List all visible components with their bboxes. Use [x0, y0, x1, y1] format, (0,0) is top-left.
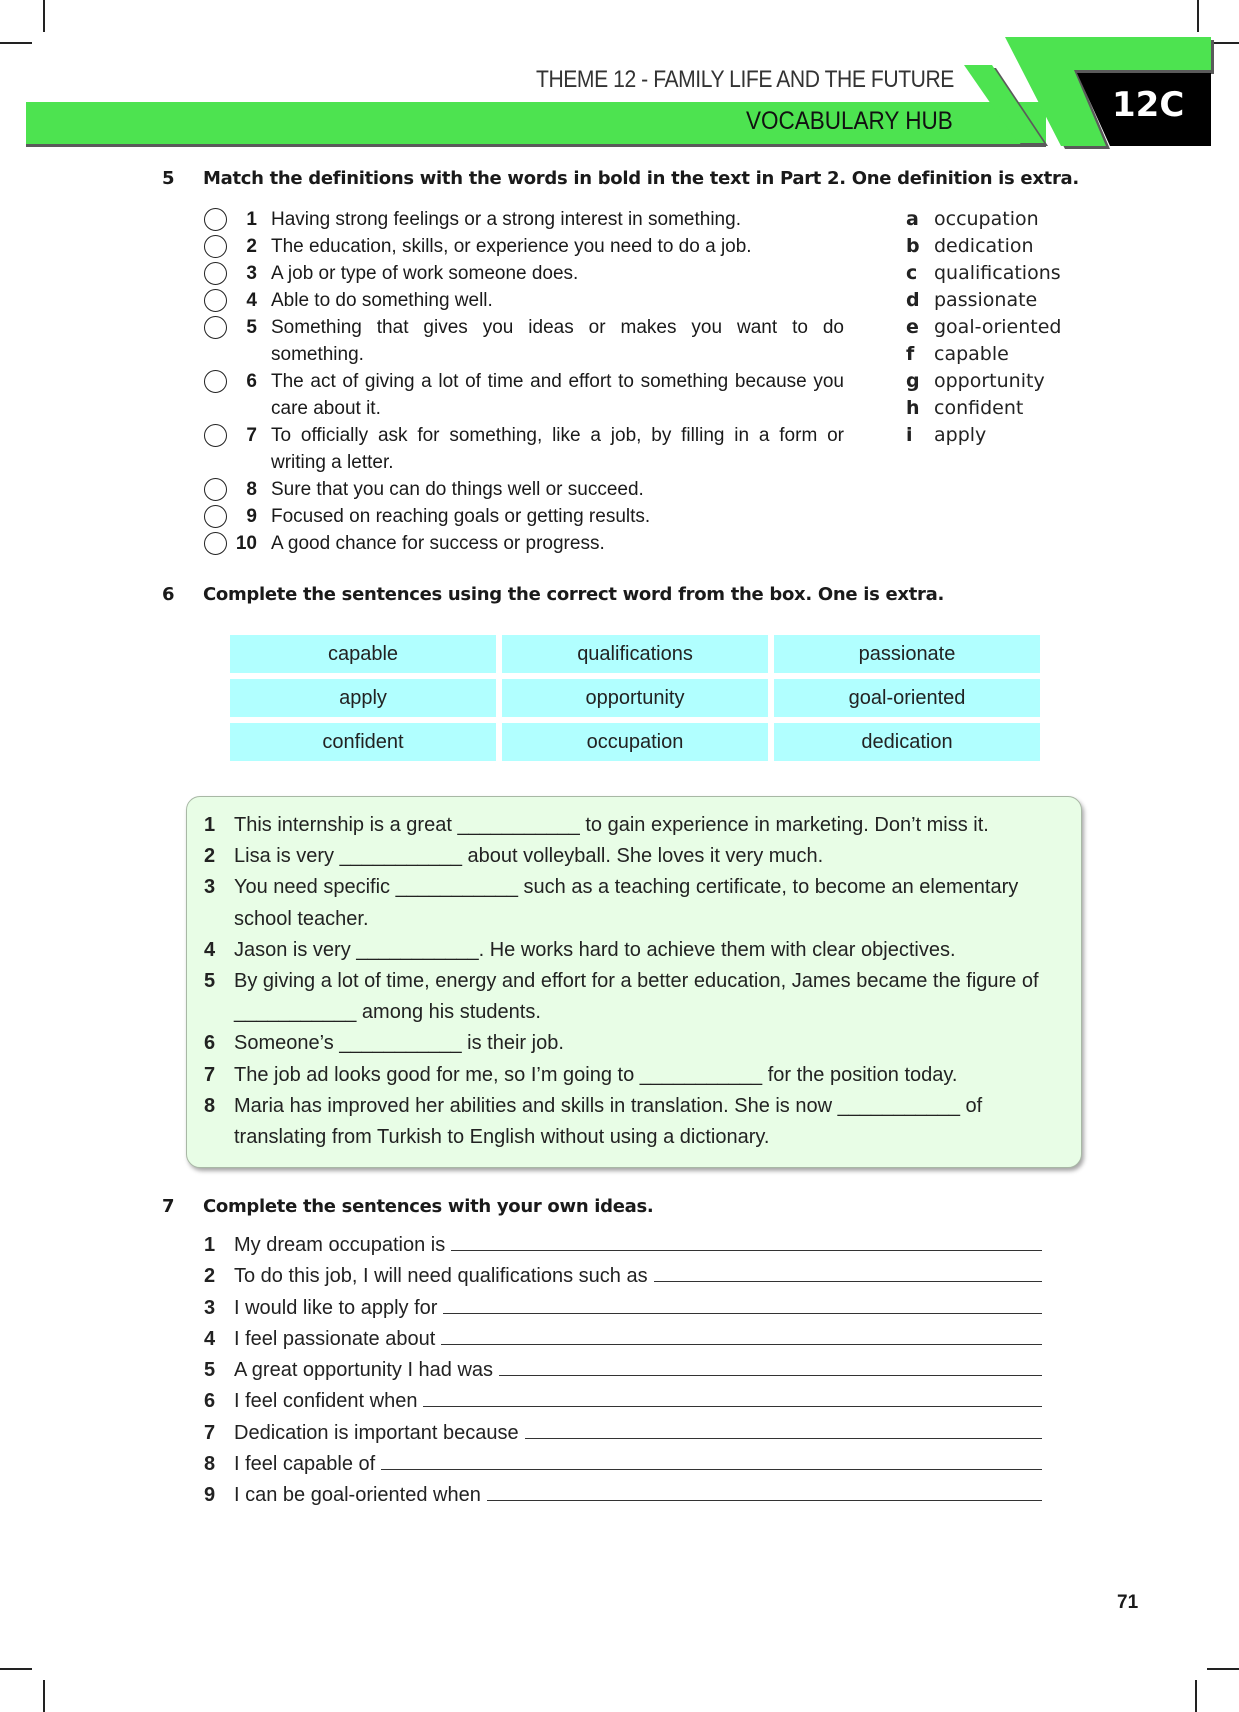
definition-item	[204, 287, 844, 314]
sentence-text: Someone’s ___________ is their job.	[234, 1032, 564, 1055]
word-box-cell: occupation	[502, 723, 768, 761]
definition-item	[204, 368, 844, 422]
word-box-cell: confident	[230, 723, 496, 761]
sentence-number: 8	[204, 1094, 216, 1117]
prompt-text: I feel passionate about	[234, 1327, 436, 1350]
unit-code-badge: 12C	[1112, 85, 1185, 125]
sentence-item	[204, 966, 1064, 1028]
definition-number: 4	[246, 290, 257, 311]
sentence-item	[204, 841, 1064, 872]
prompt-item	[204, 1418, 1042, 1449]
prompt-item	[204, 1230, 1042, 1261]
theme-title: THEME 12 - FAMILY LIFE AND THE FUTURE	[536, 66, 954, 93]
definition-number: 6	[246, 371, 257, 392]
definition-number: 5	[246, 317, 257, 338]
word-text: capable	[934, 343, 1009, 365]
answer-line[interactable]	[499, 1357, 1042, 1376]
exercise-7-instruction: Complete the sentences with your own ideas.	[203, 1196, 654, 1217]
word-text: confident	[934, 397, 1024, 419]
word-text: qualifications	[934, 262, 1061, 284]
sentence-item	[204, 810, 1064, 841]
prompt-number: 2	[204, 1265, 216, 1288]
word-item	[906, 287, 1061, 314]
word-box	[230, 635, 1040, 761]
word-list	[906, 206, 1061, 449]
sentence-number: 7	[204, 1063, 216, 1086]
definition-number: 10	[235, 533, 257, 554]
answer-radio[interactable]	[204, 505, 227, 528]
word-text: goal-oriented	[934, 316, 1062, 338]
word-box-cell: passionate	[774, 635, 1040, 673]
definition-text: Focused on reaching goals or getting results.	[271, 506, 651, 527]
prompt-number: 6	[204, 1390, 216, 1413]
prompt-text: A great opportunity I had was	[234, 1359, 494, 1382]
definition-item	[204, 530, 844, 557]
answer-radio[interactable]	[204, 424, 227, 447]
sentence-item	[204, 1028, 1064, 1059]
definition-item	[204, 422, 844, 476]
definition-text: A job or type of work someone does.	[271, 263, 579, 284]
word-box-cell: goal-oriented	[774, 679, 1040, 717]
sentence-item	[204, 935, 1064, 966]
definition-number: 1	[246, 209, 257, 230]
definition-text: Having strong feelings or a strong interest in something.	[271, 209, 741, 230]
sentence-text: Lisa is very ___________ about volleyball. She loves it very much.	[234, 845, 824, 868]
word-text: apply	[934, 424, 987, 446]
prompt-number: 3	[204, 1296, 216, 1319]
sentence-text: Maria has improved her abilities and skills in translation. She is now ___________ of translating from Turkish to English without using a dictionary.	[234, 1094, 983, 1149]
sentence-text: Jason is very ___________. He works hard to achieve them with clear objectives.	[234, 938, 956, 961]
prompt-text: I feel confident when	[234, 1390, 418, 1413]
answer-radio[interactable]	[204, 235, 227, 258]
definition-item	[204, 206, 844, 233]
crop-mark	[0, 1668, 32, 1670]
word-box-cell: apply	[230, 679, 496, 717]
answer-radio[interactable]	[204, 208, 227, 231]
sentence-text: By giving a lot of time, energy and effort for a better education, James became the figure of ___________ among his students.	[234, 970, 1039, 1024]
crop-mark	[1195, 1680, 1197, 1712]
prompt-number: 1	[204, 1234, 216, 1256]
crop-mark	[1197, 0, 1199, 32]
sentence-item	[204, 1060, 1064, 1091]
sentence-item	[204, 872, 1064, 934]
sentence-number: 2	[204, 845, 216, 868]
exercise-6-instruction: Complete the sentences using the correct word from the box. One is extra.	[203, 584, 944, 605]
exercise-5-instruction: Match the definitions with the words in bold in the text in Part 2. One definition is extra.	[203, 168, 1079, 189]
prompt-item	[204, 1261, 1042, 1292]
word-item	[906, 341, 1061, 368]
crop-mark	[0, 42, 32, 44]
crop-mark	[43, 0, 45, 32]
word-letter: b	[906, 235, 920, 257]
word-box-cell: opportunity	[502, 679, 768, 717]
definition-item	[204, 314, 844, 368]
definition-list	[204, 206, 844, 557]
answer-line[interactable]	[381, 1451, 1042, 1470]
prompt-item	[204, 1480, 1042, 1511]
prompt-text: I would like to apply for	[234, 1296, 438, 1319]
page-number: 71	[1117, 1592, 1139, 1613]
word-letter: g	[906, 370, 920, 392]
prompt-text: To do this job, I will need qualifications such as	[234, 1265, 648, 1288]
definition-text: A good chance for success or progress.	[271, 533, 605, 554]
prompt-item	[204, 1386, 1042, 1417]
answer-radio[interactable]	[204, 478, 227, 501]
word-item	[906, 260, 1061, 287]
crop-mark	[1207, 1668, 1239, 1670]
prompt-item	[204, 1449, 1042, 1480]
definition-number: 7	[246, 425, 257, 446]
word-text: passionate	[934, 289, 1038, 311]
crop-mark	[43, 1680, 45, 1712]
answer-line[interactable]	[654, 1263, 1042, 1282]
word-letter: c	[906, 262, 918, 284]
word-box-cell: capable	[230, 635, 496, 673]
answer-radio[interactable]	[204, 316, 227, 339]
sentence-number: 3	[204, 876, 216, 899]
prompt-text: I can be goal-oriented when	[234, 1484, 481, 1507]
prompt-list	[204, 1230, 1042, 1512]
word-item	[906, 368, 1061, 395]
definition-item	[204, 233, 844, 260]
answer-line[interactable]	[487, 1482, 1042, 1501]
definition-item	[204, 503, 844, 530]
answer-line[interactable]	[451, 1232, 1042, 1251]
sentence-text: The job ad looks good for me, so I’m going to ___________ for the position today.	[234, 1063, 958, 1086]
answer-radio[interactable]	[204, 370, 227, 393]
prompt-item	[204, 1355, 1042, 1386]
prompt-number: 8	[204, 1453, 216, 1476]
answer-radio[interactable]	[204, 262, 227, 285]
word-letter: f	[906, 343, 915, 365]
definition-text: Sure that you can do things well or succeed.	[271, 479, 644, 500]
definition-text: The education, skills, or experience you need to do a job.	[271, 236, 752, 257]
exercise-6-number: 6	[162, 584, 175, 605]
prompt-text: Dedication is important because	[234, 1421, 519, 1444]
definition-item	[204, 476, 844, 503]
word-letter: a	[906, 208, 919, 230]
sentence-number: 1	[204, 814, 216, 836]
sentence-text: You need specific ___________ such as a teaching certificate, to become an elementary school teacher.	[234, 876, 1019, 930]
sentence-item	[204, 1091, 1064, 1153]
word-box-cell: dedication	[774, 723, 1040, 761]
exercise-5-number: 5	[162, 168, 175, 189]
word-letter: e	[906, 316, 919, 338]
definition-number: 3	[246, 263, 257, 284]
word-text: occupation	[934, 208, 1039, 230]
word-text: dedication	[934, 235, 1034, 257]
exercise-7-number: 7	[162, 1196, 175, 1217]
word-letter: i	[906, 424, 913, 446]
prompt-number: 4	[204, 1327, 216, 1350]
prompt-number: 9	[204, 1484, 216, 1507]
sentence-list	[204, 810, 1064, 1153]
word-letter: h	[906, 397, 920, 419]
definition-text: To officially ask for something, like a job, by filling in a form or writing a letter.	[271, 425, 844, 473]
word-item	[906, 395, 1061, 422]
answer-line[interactable]	[443, 1295, 1042, 1314]
definition-text: The act of giving a lot of time and effort to something because you care about it.	[271, 371, 844, 419]
sentence-text: This internship is a great ___________ to gain experience in marketing. Don’t miss it.	[234, 814, 989, 836]
definition-item	[204, 260, 844, 287]
definition-text: Able to do something well.	[271, 290, 493, 311]
answer-line[interactable]	[423, 1388, 1042, 1407]
answer-line[interactable]	[525, 1420, 1042, 1439]
word-text: opportunity	[934, 370, 1045, 392]
prompt-text: My dream occupation is	[234, 1234, 446, 1256]
word-item	[906, 233, 1061, 260]
definition-number: 8	[246, 479, 257, 500]
prompt-text: I feel capable of	[234, 1453, 376, 1476]
prompt-item	[204, 1324, 1042, 1355]
sentence-number: 4	[204, 938, 216, 961]
section-title: VOCABULARY HUB	[746, 107, 953, 135]
sentence-number: 5	[204, 970, 216, 993]
answer-radio[interactable]	[204, 289, 227, 312]
sentence-number: 6	[204, 1032, 216, 1055]
definition-text: Something that gives you ideas or makes you want to do something.	[271, 317, 844, 365]
word-item	[906, 206, 1061, 233]
prompt-number: 7	[204, 1421, 216, 1444]
word-item	[906, 314, 1061, 341]
word-letter: d	[906, 289, 920, 311]
definition-number: 9	[246, 506, 257, 527]
word-box-cell: qualifications	[502, 635, 768, 673]
prompt-item	[204, 1293, 1042, 1324]
definition-number: 2	[246, 236, 257, 257]
answer-radio[interactable]	[204, 532, 227, 555]
prompt-number: 5	[204, 1359, 216, 1382]
answer-line[interactable]	[441, 1326, 1042, 1345]
word-item	[906, 422, 1061, 449]
